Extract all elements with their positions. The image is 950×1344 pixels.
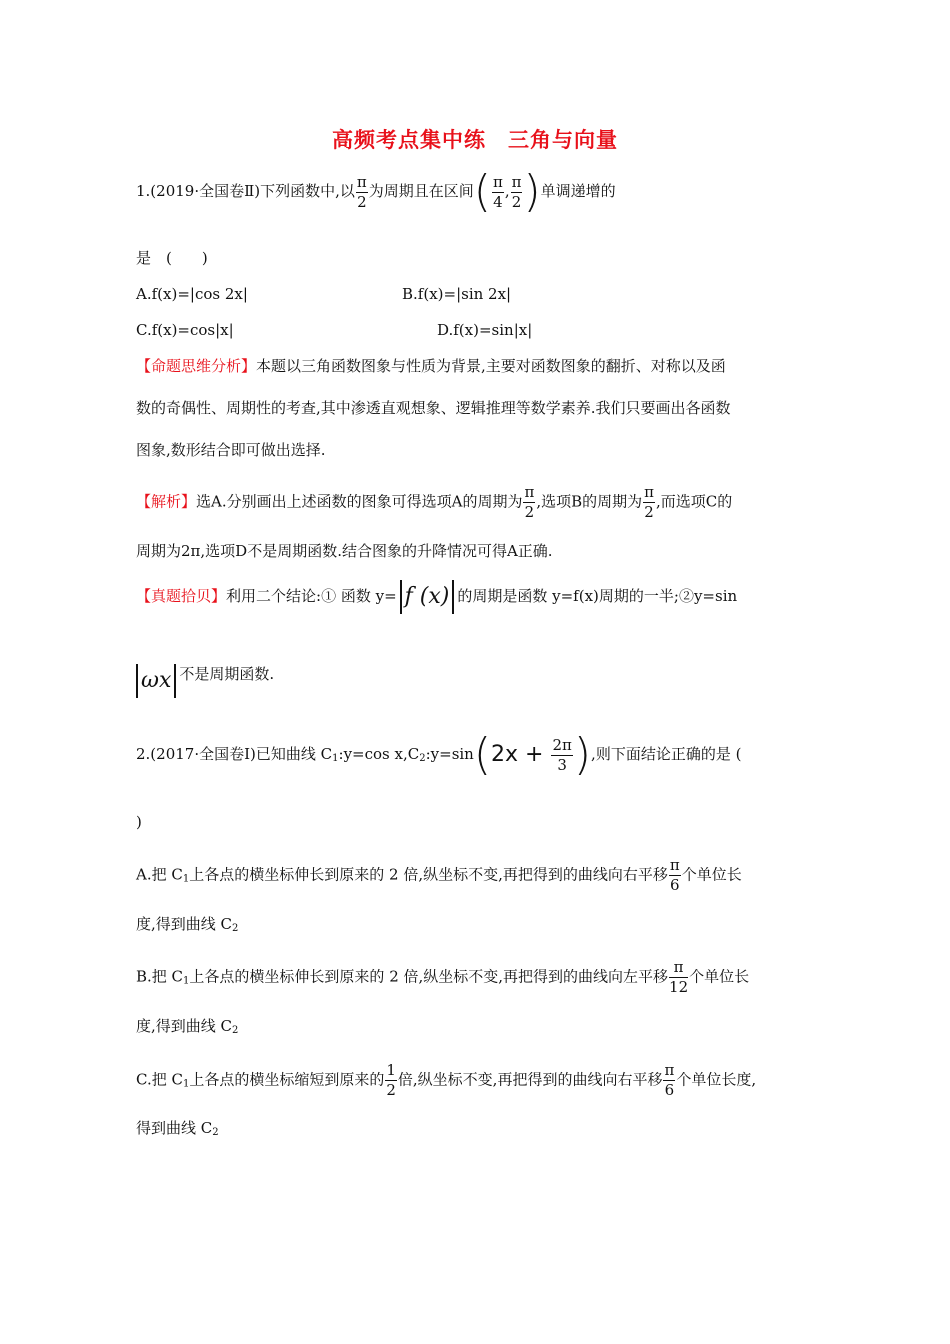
- q2-option-b-line-2: 度,得到曲线 $C_2$: [136, 1017, 239, 1036]
- solution-tag: 【解析】: [136, 492, 197, 511]
- abs-bar-left: [400, 580, 402, 614]
- q2-stem: 2.(2017·全国卷Ⅰ)已知曲线 $C_1:y=\cos$ $x,C_2:y=\sin(2x$ + $\frac{2\pi}{3}$ ),则下面结论正确的是 (: [136, 729, 742, 780]
- q1-solution-line-1: 【解析】选A.分别画出上述函数的图象可得选项A的周期为 $\frac{\pi}{2}$ ,选项B的周期为 $\frac{\pi}{2}$ ,而选项C的: [136, 483, 733, 521]
- abs-bar-right: [452, 580, 454, 614]
- q2-option-b-line-1: B.把 $C_1$上各点的横坐标伸长到原来的 2 倍,纵坐标不变,再把得到的曲线向左平移 $\frac{\pi}{12}$ 个单位长: [136, 958, 750, 996]
- q2-option-a-line-2: 度,得到曲线 $C_2$: [136, 915, 239, 934]
- page-title: 高频考点集中练 三角与向量: [332, 128, 618, 152]
- right-paren-2: ): [573, 729, 592, 780]
- fraction-2pi-over-3: $\frac{2\pi}{3}$: [552, 735, 572, 774]
- q1-stem-end: 是 ( ): [136, 249, 208, 267]
- q2-option-a-line-1: A.把 $C_1$上各点的横坐标伸长到原来的 2 倍,纵坐标不变,再把得到的曲线向右平移 $\frac{\pi}{6}$ 个单位长: [136, 856, 742, 894]
- q2-stem-end: ): [136, 813, 142, 831]
- q1-stem: 1.(2019·全国卷Ⅱ)下列函数中,以 $\frac{\pi}{2}$ 为周期且在区间( $\frac{\pi}{4}$ , $\frac{\pi}{2}$ )单调递增的: [136, 166, 616, 217]
- fraction-pi-over-2: $\frac{\pi}{2}$: [356, 172, 367, 211]
- q1-option-b: B.f(x)=|sin 2x|: [402, 285, 512, 303]
- left-paren: (: [473, 166, 491, 217]
- abs-bar-right-2: [174, 664, 176, 698]
- q1-option-d: D.f(x)=sin|x|: [437, 321, 533, 339]
- analysis-tag: 【命题思维分析】: [136, 357, 257, 375]
- q2-option-c-line-1: C.把 $C_1$上各点的横坐标缩短到原来的 $\frac{1}{2}$ 倍,纵坐标不变,再把得到的曲线向右平移 $\frac{\pi}{6}$ 个单位长度,: [136, 1061, 757, 1099]
- fraction-pi-over-6: $\frac{\pi}{6}$: [669, 856, 680, 894]
- fraction-pi-over-12: $\frac{\pi}{12}$: [669, 958, 689, 996]
- q1-option-c: C.f(x)=cos|x|: [136, 321, 234, 339]
- left-paren-2: (: [473, 729, 492, 780]
- q2-option-c-line-2: 得到曲线 $C_2$: [136, 1119, 219, 1138]
- q1-solution-line-2: 周期为2π,选项D不是周期函数.结合图象的升降情况可得A正确.: [136, 542, 553, 560]
- true-tag: 【真题拾贝】: [136, 587, 227, 605]
- fraction-pi-over-2b: $\frac{\pi}{2}$: [511, 172, 522, 211]
- fraction-pi-over-6b: $\frac{\pi}{6}$: [664, 1061, 675, 1099]
- fraction-pi-over-2d: $\frac{\pi}{2}$: [644, 483, 654, 521]
- q1-true-line-1: 【真题拾贝】利用二个结论:① 函数 y= f (x) 的周期是函数 y=f(x)周期的一半;②y=sin: [136, 580, 737, 614]
- q1-option-a: A.f(x)=|cos 2x|: [136, 285, 248, 303]
- q1-analysis-line-3: 图象,数形结合即可做出选择.: [136, 441, 326, 459]
- right-paren: ): [523, 166, 541, 217]
- fraction-1-over-2: $\frac{1}{2}$: [386, 1061, 396, 1099]
- q1-true-line-2: ωx 不是周期函数.: [136, 664, 274, 698]
- fraction-pi-over-2c: $\frac{\pi}{2}$: [524, 483, 535, 521]
- fraction-pi-over-4: $\frac{\pi}{4}$: [492, 172, 503, 211]
- abs-bar-left-2: [136, 664, 138, 698]
- q1-analysis-line-1: 【命题思维分析】本题以三角函数图象与性质为背景,主要对函数图象的翻折、对称以及函: [136, 357, 726, 375]
- q1-analysis-line-2: 数的奇偶性、周期性的考查,其中渗透直观想象、逻辑推理等数学素养.我们只要画出各函数: [136, 399, 731, 417]
